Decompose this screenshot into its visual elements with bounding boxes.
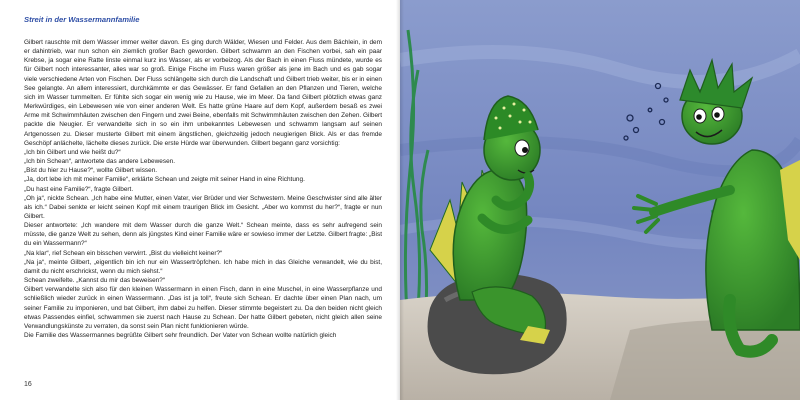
paragraph: „Ich bin Schean“, antwortete das andere Lebewesen. — [24, 158, 176, 166]
paragraph: „Ja, dort lebe ich mit meiner Familie“, erklärte Schean und zeigte mit seiner Hand in eine Richtung. — [24, 176, 305, 184]
pupil — [696, 114, 702, 120]
paragraph: „Ich bin Gilbert und wie heißt du?“ — [24, 148, 121, 156]
paragraph: „Na ja“, meinte Gilbert, „eigentlich bin ich nur ein Wassertröpfchen. Ich habe mich in das Gleiche verwandelt, wie du bist, damit du nicht erschrickst, wenn du mich siehst.“ — [24, 258, 382, 275]
paragraph: „Oh ja“, nickte Schean. „Ich habe eine Mutter, einen Vater, vier Brüder und vier Schwestern. Meine Geschwister sind alle älter als ich.“ Dabei senkte er leicht seinen Kopf mit einem traurigen Blick im Gesicht. „Aber wo kommst du her?“, fragte er nun Gilbert. — [24, 194, 382, 220]
story-text — [24, 38, 382, 340]
paragraph: Gilbert verwandelte sich also für den kleinen Wassermann in einen Fisch, dann in eine Muschel, in eine Wasserpflanze und schließlich wieder zurück in einen Wassermann. „Das ist ja toll“, freute sich Schean. Er dachte über einen Plan nach, um seiner Familie zu imponieren, und bat Gilbert, ihm dabei zu helfen. Dieser stimmte begeistert zu. Da den beiden nicht gleich etwas Passendes einfiel, schwammen sie zuerst nach Hause zu Schean. Der hatte Gilbert gebeten, nicht gleich allen seine Verwandlungskünste zu verraten, da sonst sein Plan nicht funktionieren würde. — [24, 286, 382, 330]
paragraph: „Du hast eine Familie?“, fragte Gilbert. — [24, 185, 134, 193]
pupil — [522, 147, 528, 153]
paragraph: Dieser antwortete: „Ich wandere mit dem Wasser durch die ganze Welt.“ Schean meinte, dass es sehr aufregend sein müsste, die ganze Welt zu sehen, denn als jüngstes Kind einer Familie wäre er sowieso immer der Letzte. Gilbert fragte: „Bist du ein Wassermann?“ — [24, 222, 382, 248]
illustration-page — [400, 0, 800, 400]
underwater-illustration — [400, 0, 800, 400]
chapter-title: Streit in der Wassermannfamilie — [24, 15, 140, 24]
paragraph: „Bist du hier zu Hause?“, wollte Gilbert wissen. — [24, 167, 158, 175]
paragraph: „Na klar“, rief Schean ein bisschen verwirrt. „Bist du vielleicht keiner?“ — [24, 249, 223, 257]
pupil — [714, 112, 720, 118]
paragraph: Die Familie des Wassermannes begrüßte Gilbert sehr freundlich. Der Vater von Schean wollte natürlich gleich — [24, 332, 337, 339]
page-number: 16 — [24, 381, 32, 388]
paragraph: Schean zweifelte. „Kannst du mir das beweisen?“ — [24, 277, 165, 285]
lake-floor-shade — [610, 320, 800, 400]
paragraph: Gilbert rauschte mit dem Wasser immer weiter davon. Es ging durch Wälder, Wiesen und Felder. Aus dem Bächlein, in dem er dahintrieb, war nun schon ein ziemlich großer Bach geworden. Gilbert schwamm an den Fischen vorbei, sah ein paar Krebse, ja sogar eine Ratte linste einmal kurz ins Wasser, als er vorbeizog. Als der Bach in einen Fluss mündete, wurde es für Gilbert noch interessanter, alles war so groß. Einige Fische im Fluss waren größer als jene im Bach und es gab sogar viele verschiedene Arten von Fischen. Der Fluss schlängelte sich durch die Landschaft und Gilbert trieb weiter, bis er in einen See gelangte. An allem interessiert, durchkämmte er das Gewässer. Er fand Gefallen an den Pflanzen und Tieren, welche sich im Wasser tummelten. Er fühlte sich sogar ein wenig wie zu Hause, wie im Meer. Da fand Gilbert plötzlich etwas ganz Merkwürdiges, ein Lebewesen wie von einer anderen Welt. Es hatte grüne Haare auf dem Kopf, außerdem besaß es zwei Arme mit Schwimmhäuten zwischen den Fingern und zwei Beine, ebenfalls mit Schwimmhäuten zwischen den Zehen. Gilbert packte die Neugier. Er verwandelte sich in so ein ihm unbekanntes Lebewesen und schwamm langsam auf seinen Artgenossen zu. Dieser musterte Gilbert mit einem ängstlichen, gleichzeitig jedoch neugierigen Blick. Als er das fremde Geschöpf anlächelte, lächelte dieses zurück. Die erste Hürde war überwunden. Gilbert begann ganz vorsichtig: — [24, 39, 382, 147]
